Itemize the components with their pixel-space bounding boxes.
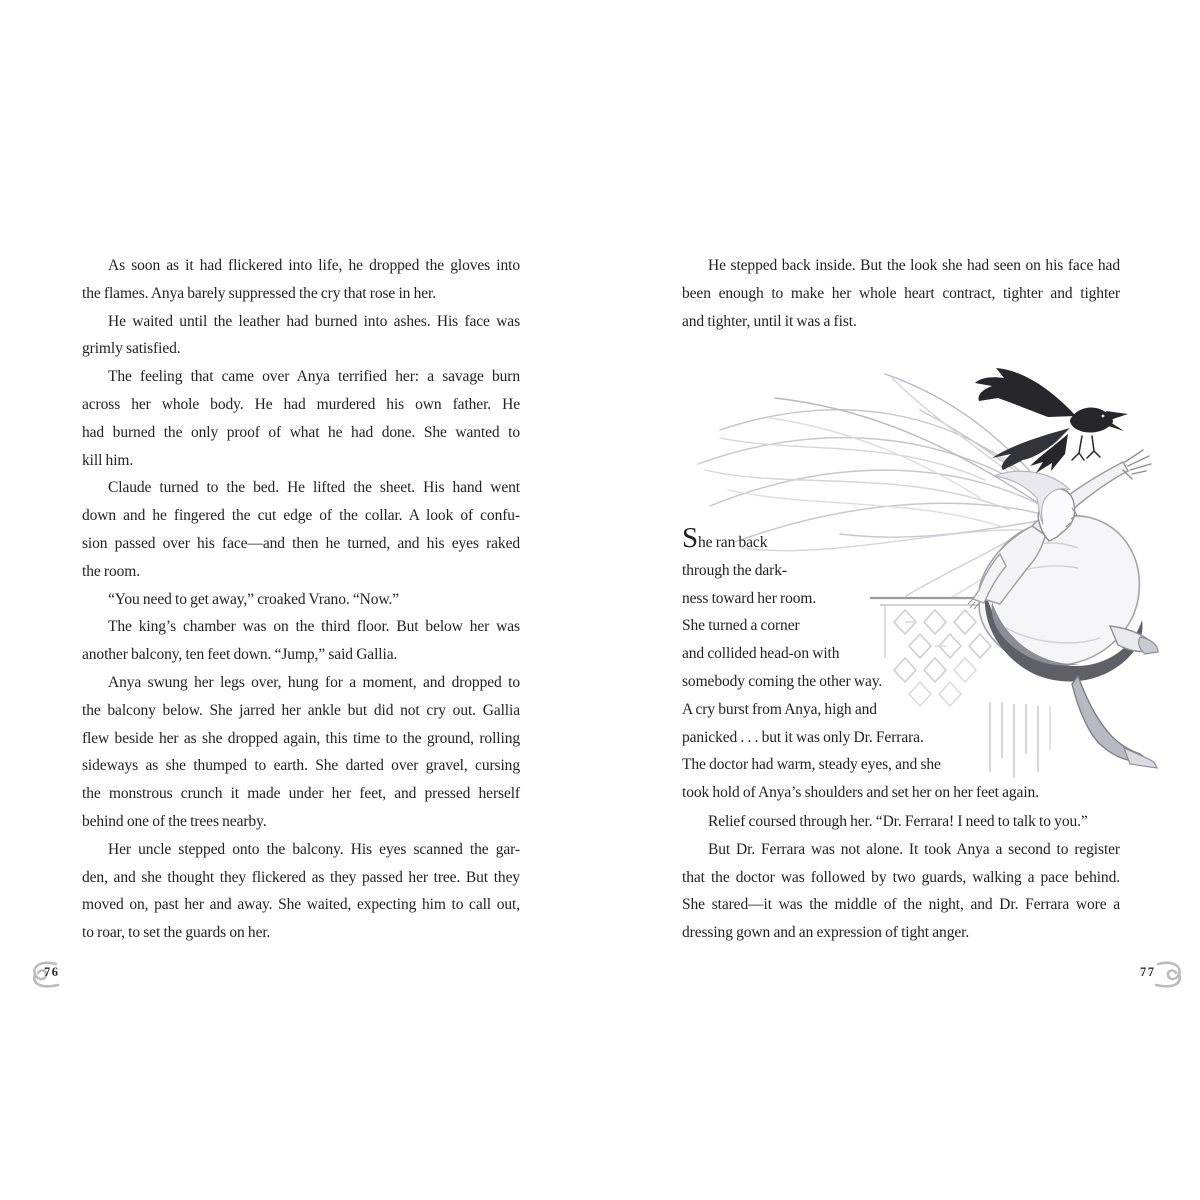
right-page-text-bottom bbox=[682, 808, 1120, 947]
text-line: A cry burst from Anya, high and bbox=[682, 700, 877, 718]
text-line: another balcony, ten feet down. “Jump,” said Gallia. bbox=[82, 646, 398, 664]
text-line: “You need to get away,” croaked Vrano. “Now.” bbox=[108, 590, 400, 608]
text-line: the room. bbox=[82, 562, 141, 580]
text-line: den, and she thought they flickered as they passed her tree. But they bbox=[82, 868, 520, 886]
text-line: Relief coursed through her. “Dr. Ferrara! I need to talk to you.” bbox=[708, 813, 1088, 830]
left-page-text bbox=[82, 252, 520, 947]
text-line: Anya swung her legs over, hung for a moment, and dropped to bbox=[108, 673, 520, 691]
text-line: took hold of Anya’s shoulders and set her on her feet again. bbox=[682, 784, 1039, 802]
text-line: Her uncle stepped onto the balcony. His eyes scanned the gar- bbox=[108, 840, 520, 858]
text-line: behind one of the trees nearby. bbox=[82, 812, 267, 830]
reaching-hand bbox=[1123, 450, 1151, 479]
text-line: He waited until the leather had burned into ashes. His face was bbox=[108, 312, 520, 330]
right-page-number: 77 bbox=[1140, 965, 1156, 979]
text-line: panicked . . . but it was only Dr. Ferrara. bbox=[682, 728, 924, 746]
text-line: to roar, to set the guards on her. bbox=[82, 924, 271, 942]
text-line: The doctor had warm, steady eyes, and she bbox=[682, 756, 941, 774]
text-line: As soon as it had flickered into life, he dropped the gloves into bbox=[108, 257, 520, 274]
text-line: grimly satisfied. bbox=[82, 340, 181, 358]
text-line: through the dark- bbox=[682, 561, 787, 579]
text-line: and collided head-on with bbox=[682, 645, 840, 663]
text-line: down and he fingered the cut edge of the collar. A look of confu- bbox=[82, 507, 520, 525]
right-page-text-top bbox=[682, 252, 1120, 335]
right-page-opening-text bbox=[682, 522, 1120, 807]
drop-initial: S bbox=[682, 522, 699, 554]
text-line: dressing gown and an expression of tight anger. bbox=[682, 924, 970, 942]
text-line: ness toward her room. bbox=[682, 589, 817, 607]
text-line: kill him. bbox=[82, 451, 134, 469]
text-line: had burned the only proof of what he had done. She wanted to bbox=[82, 423, 520, 441]
text-line: the balcony below. She jarred her ankle but did not cry out. Gallia bbox=[82, 701, 520, 719]
text-line: the monstrous crunch it made under her feet, and pressed herself bbox=[82, 785, 520, 803]
text-line: She stared—it was the middle of the night, and Dr. Ferrara wore a bbox=[682, 896, 1120, 914]
text-line: the flames. Anya barely suppressed the cry that rose in her. bbox=[82, 284, 436, 302]
folio-flourish-right-icon bbox=[1152, 958, 1188, 994]
text-line: Claude turned to the bed. He lifted the sheet. His hand went bbox=[108, 479, 520, 497]
text-line: But Dr. Ferrara was not alone. It took Anya a second to register bbox=[708, 840, 1120, 858]
text-line: and tighter, until it was a fist. bbox=[682, 312, 857, 330]
boot-sole bbox=[1124, 748, 1157, 768]
text-line: been enough to make her whole heart contract, tighter and tighter bbox=[682, 284, 1120, 302]
text-line: moved on, past her and away. She waited, expecting him to call out, bbox=[82, 896, 520, 914]
text-line: flew beside her as she dropped again, this time to the ground, rolling bbox=[82, 729, 520, 747]
text-line: across her whole body. He had murdered his own father. He bbox=[82, 395, 520, 413]
text-line: He stepped back inside. But the look she had seen on his face had bbox=[708, 257, 1120, 274]
left-page-number: 76 bbox=[44, 965, 60, 979]
text-line: She turned a corner bbox=[682, 617, 800, 635]
text-line: somebody coming the other way. bbox=[682, 672, 883, 690]
text-line: She ran back bbox=[682, 522, 768, 554]
text-line: sion passed over his face—and then he turned, and his eyes raked bbox=[82, 534, 520, 552]
text-line: The king’s chamber was on the third floor. But below her was bbox=[108, 618, 520, 636]
text-line: that the doctor was followed by two guards, walking a pace behind. bbox=[682, 868, 1120, 886]
text-line: The feeling that came over Anya terrified her: a savage burn bbox=[108, 368, 520, 386]
text-line: sideways as she thumped to earth. She darted over gravel, cursing bbox=[82, 757, 520, 775]
